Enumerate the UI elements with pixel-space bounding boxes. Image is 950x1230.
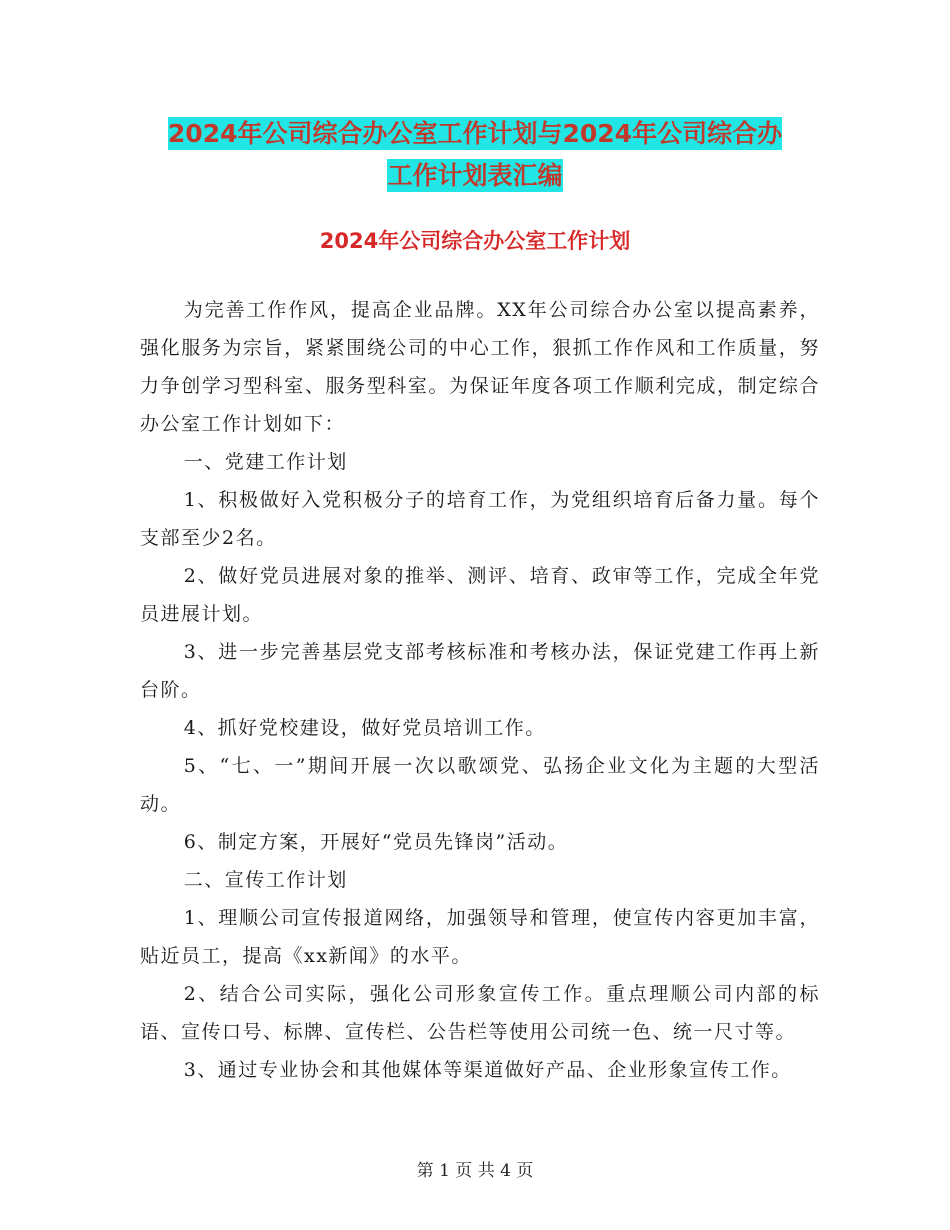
page-footer: 第 1 页 共 4 页 <box>416 1161 534 1181</box>
document-title-line-2 <box>0 156 950 192</box>
paragraph-item: 4、抓好党校建设，做好党员培训工作。 <box>183 717 546 739</box>
paragraph-intro: 为完善工作作风，提高企业品牌。XX年公司综合办公室以提高素养，强化服务为宗旨，紧紧围绕公司的中心工作，狠抓工作作风和工作质量，努力争创学习型科室、服务型科室。为保证年度各项工作顺利完成，制定综合办公室工作计划如下： <box>140 299 820 435</box>
paragraph-item: 5、“七、一”期间开展一次以歌颂党、弘扬企业文化为主题的大型活动。 <box>140 755 820 815</box>
paragraph-item: 1、理顺公司宣传报道网络，加强领导和管理，使宣传内容更加丰富，贴近员工，提高《xx新闻》的水平。 <box>140 907 820 967</box>
paragraph-item: 2、结合公司实际，强化公司形象宣传工作。重点理顺公司内部的标语、宣传口号、标牌、宣传栏、公告栏等使用公司统一色、统一尺寸等。 <box>140 983 820 1043</box>
paragraph-item: 2、做好党员进展对象的推举、测评、培育、政审等工作，完成全年党员进展计划。 <box>140 565 820 625</box>
body-text <box>140 291 820 1089</box>
paragraph-item: 3、进一步完善基层党支部考核标准和考核办法，保证党建工作再上新台阶。 <box>140 641 820 701</box>
heading-party-building: 一、党建工作计划 <box>183 451 348 473</box>
paragraph-item: 1、积极做好入党积极分子的培育工作，为党组织培育后备力量。每个支部至少2名。 <box>140 489 820 549</box>
heading-publicity: 二、宣传工作计划 <box>183 869 348 891</box>
section-title: 2024年公司综合办公室工作计划 <box>319 229 631 253</box>
document-title-line-1 <box>0 114 950 150</box>
title-highlight-2: 工作计划表汇编 <box>387 161 563 190</box>
paragraph-item: 3、通过专业协会和其他媒体等渠道做好产品、企业形象宣传工作。 <box>183 1059 792 1081</box>
paragraph-item: 6、制定方案，开展好“党员先锋岗”活动。 <box>183 831 569 853</box>
title-highlight-1: 2024年公司综合办公室工作计划与2024年公司综合办 <box>167 119 783 148</box>
